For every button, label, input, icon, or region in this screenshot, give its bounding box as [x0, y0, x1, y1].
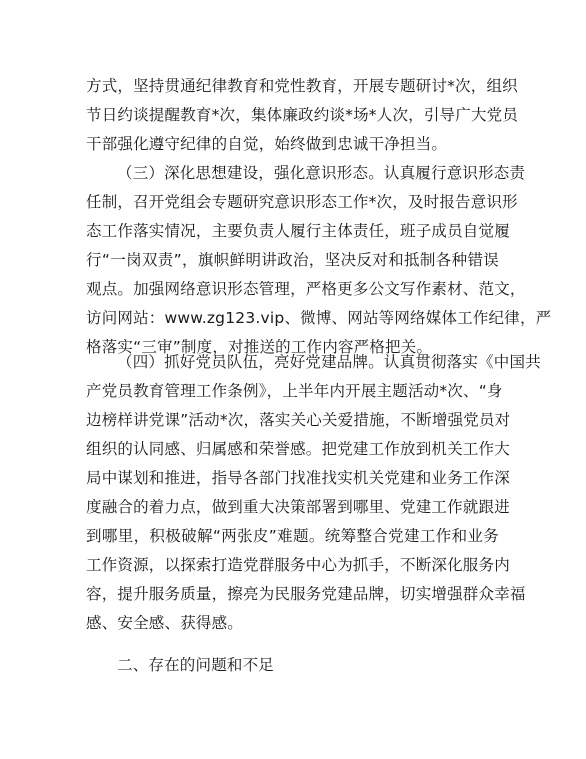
text-line: 方式，坚持贯通纪律教育和党性教育，开展专题研讨*次，组织: [86, 77, 518, 95]
paragraph-discipline-education: [86, 72, 519, 159]
text-line: 产党员教育管理工作条例》，上半年内开展主题活动*次、“身: [86, 382, 503, 400]
text-line: 工作资源，以探索打造党群服务中心为抓手，不断深化服务内: [86, 556, 510, 574]
text-line: 态工作落实情况，主要负责人履行主体责任，班子成员自觉履: [86, 222, 510, 240]
text-line: 容，提升服务质量，擦亮为民服务党建品牌，切实增强群众幸福: [86, 585, 526, 603]
text-line: 访问网站：www.zg123.vip、微博、网站等网络媒体工作纪律，严: [86, 309, 552, 327]
text-line: 干部强化遵守纪律的自觉，始终做到忠诚干净担当。: [86, 135, 448, 153]
text-line: 局中谋划和推进，指导各部门找准找实机关党建和业务工作深: [86, 469, 510, 487]
text-line: 组织的认同感、归属感和荣誉感。把党建工作放到机关工作大: [86, 440, 510, 458]
section-heading-text: 二、存在的问题和不足: [117, 656, 275, 674]
text-line: 边榜样讲党课”活动*次，落实关心关爱措施，不断增强党员对: [86, 411, 511, 429]
text-line: （三）深化思想建设，强化意识形态。认真履行意识形态责: [117, 164, 526, 182]
text-line: 感、安全感、获得感。: [86, 614, 244, 632]
paragraph-party-members: [86, 348, 541, 638]
text-line: 到哪里，积极破解“两张皮”难题。统筹整合党建工作和业务: [86, 527, 499, 545]
text-line: 度融合的着力点，做到重大决策部署到哪里、党建工作就跟进: [86, 498, 510, 516]
text-line: 观点。加强网络意识形态管理，严格更多公文写作素材、范文，: [86, 280, 526, 298]
text-line: 格落实“三审”制度，对推送的工作内容严格把关。: [86, 338, 433, 356]
text-line: 任制，召开党组会专题研究意识形态工作*次，及时报告意识形: [86, 193, 518, 211]
text-line: （四）抓好党员队伍，亮好党建品牌。认真贯彻落实《中国共: [117, 353, 541, 371]
text-line: 行“一岗双责”，旗帜鲜明讲政治，坚决反对和抵制各种错误: [86, 251, 499, 269]
section-heading: [86, 651, 499, 680]
text-line: 节日约谈提醒教育*次，集体廉政约谈*场*人次，引导广大党员: [86, 106, 519, 124]
